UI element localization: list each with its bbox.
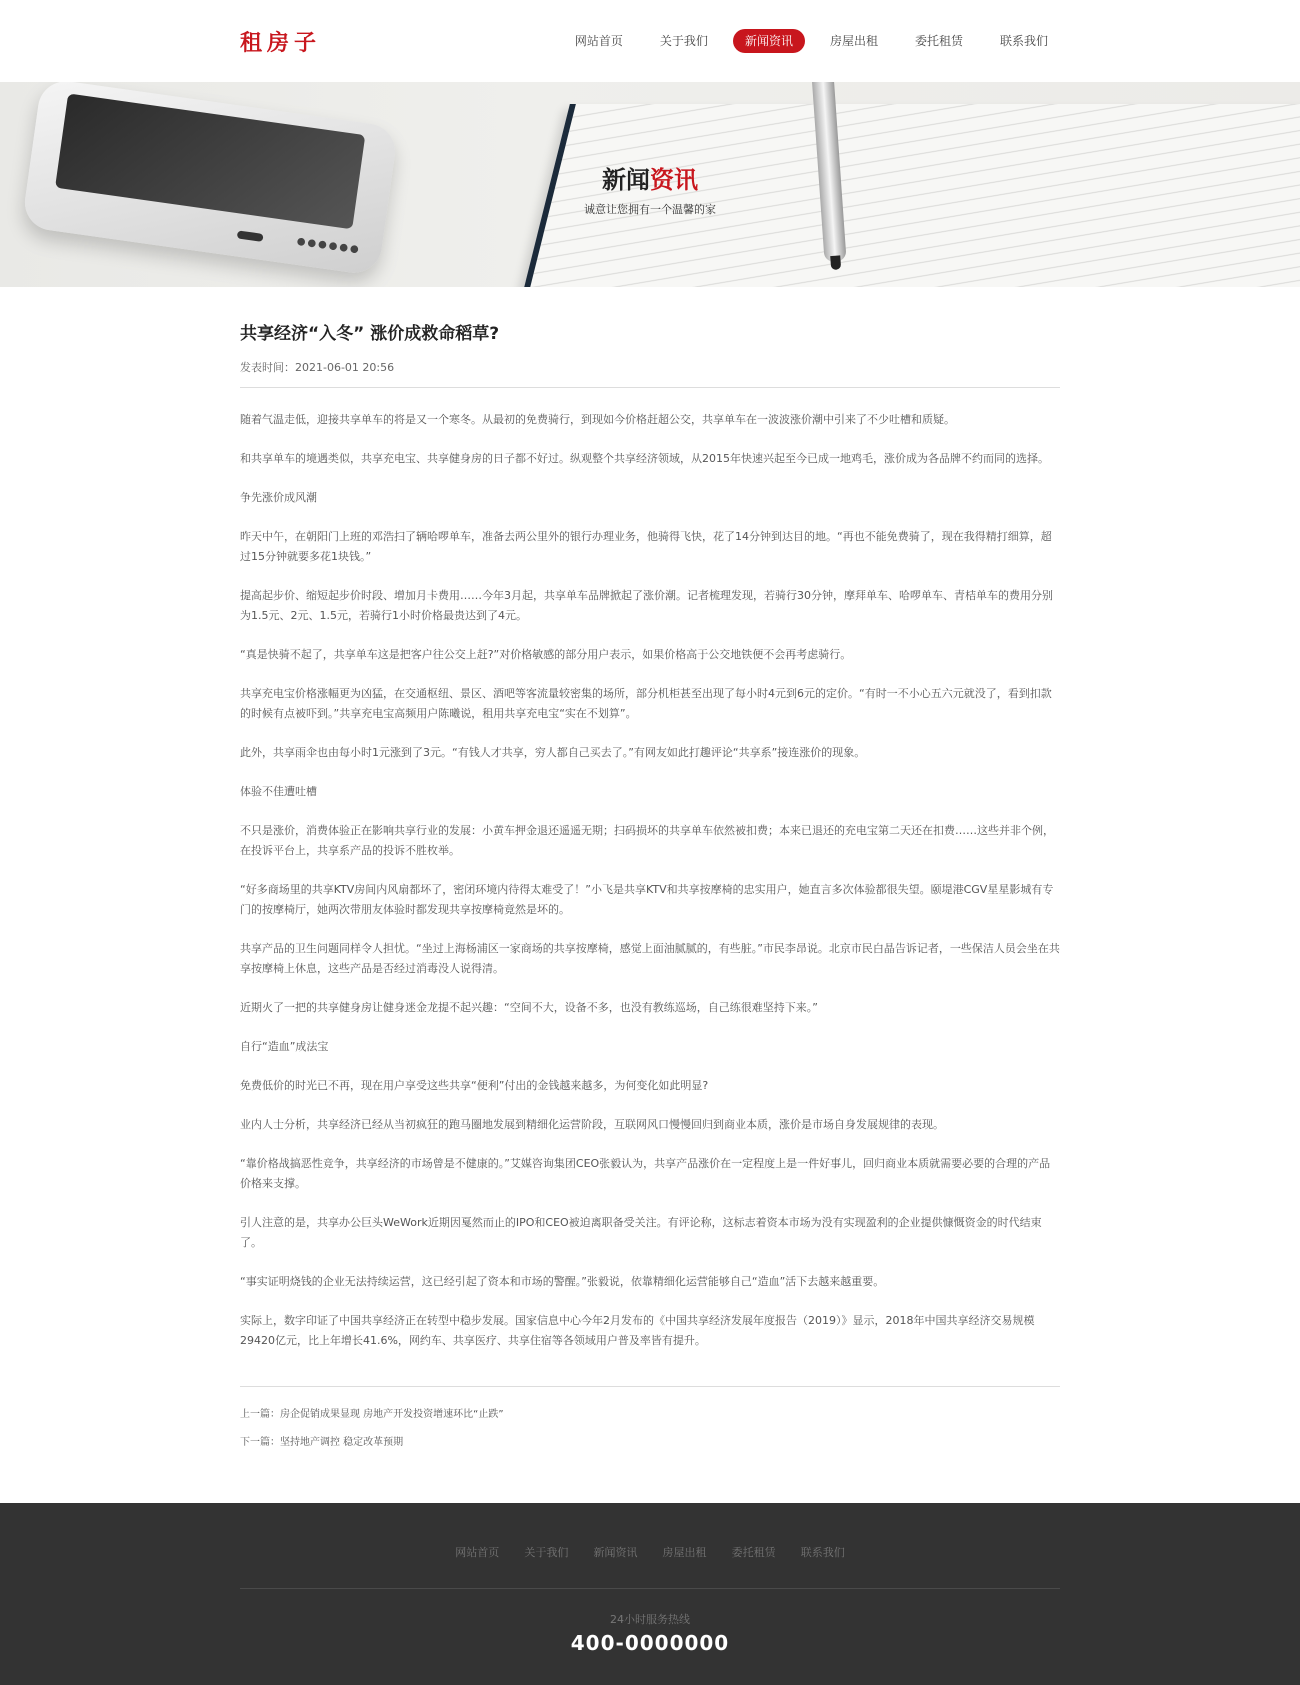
site-logo[interactable]: 租房子 — [240, 30, 322, 56]
article-subheading: 争先涨价成风潮 — [240, 491, 317, 504]
article-paragraph: 引人注意的是，共享办公巨头WeWork近期因戛然而止的IPO和CEO被迫离职备受关注。有评论称，这标志着资本市场为没有实现盈利的企业提供慷慨资金的时代结束了。 — [240, 1216, 1042, 1249]
article-subheading: 体验不佳遭吐槽 — [240, 785, 317, 798]
article-meta — [240, 359, 1060, 388]
article-content — [240, 388, 1060, 1387]
site-header — [0, 0, 1300, 82]
banner-subtitle: 诚意让您拥有一个温馨的家 — [584, 203, 716, 216]
article — [240, 287, 1060, 1503]
nav-item-entrust[interactable]: 委托租赁 — [914, 34, 963, 48]
site-footer — [0, 1503, 1300, 1685]
article-paragraph: 近期火了一把的共享健身房让健身迷金龙提不起兴趣：“空间不大，设备不多，也没有教练巡场，自己练很难坚持下来。” — [240, 1001, 818, 1014]
footer-nav — [240, 1503, 1060, 1589]
next-article-label: 下一篇： — [240, 1437, 280, 1448]
footer-nav-rental[interactable]: 房屋出租 — [662, 1546, 707, 1559]
article-paragraph: “事实证明烧钱的企业无法持续运营，这已经引起了资本和市场的警醒。”张毅说，依靠精细化运营能够自己“造血”活下去越来越重要。 — [240, 1275, 885, 1288]
next-article-link[interactable]: 坚持地产调控 稳定改革预期 — [280, 1437, 404, 1448]
footer-nav-entrust[interactable]: 委托租赁 — [731, 1546, 776, 1559]
article-paragraph: 昨天中午，在朝阳门上班的邓浩扫了辆哈啰单车，准备去两公里外的银行办理业务，他骑得飞快，花了14分钟到达目的地。“再也不能免费骑了，现在我得精打细算，超过15分钟就要多花1块钱。” — [240, 530, 1052, 563]
footer-nav-news[interactable]: 新闻资讯 — [593, 1546, 638, 1559]
article-paragraph: 共享充电宝价格涨幅更为凶猛，在交通枢纽、景区、酒吧等客流量较密集的场所，部分机柜甚至出现了每小时4元到6元的定价。“有时一不小心五六元就没了，看到扣款的时候有点被吓到。”共享充电宝高频用户陈曦说，租用共享充电宝“实在不划算”。 — [240, 687, 1052, 720]
hotline-number[interactable]: 400-0000000 — [570, 1631, 730, 1655]
article-paragraph: 提高起步价、缩短起步价时段、增加月卡费用……今年3月起，共享单车品牌掀起了涨价潮。记者梳理发现，若骑行30分钟，摩拜单车、哈啰单车、青桔单车的费用分别为1.5元、2元、1.5元，若骑行1小时价格最贵达到了4元。 — [240, 589, 1053, 622]
banner-phone-image: ●●●●●● — [21, 82, 398, 276]
nav-item-home[interactable]: 网站首页 — [574, 34, 623, 48]
banner-heading — [0, 160, 1300, 217]
article-title: 共享经济“入冬” 涨价成救命稻草? — [240, 324, 500, 344]
article-paragraph: 业内人士分析，共享经济已经从当初疯狂的跑马圈地发展到精细化运营阶段，互联网风口慢慢回归到商业本质，涨价是市场自身发展规律的表现。 — [240, 1118, 944, 1131]
banner-title-red: 资讯 — [650, 166, 698, 194]
article-paragraph: “真是快骑不起了，共享单车这是把客户往公交上赶?”对价格敏感的部分用户表示，如果价格高于公交地铁便不会再考虑骑行。 — [240, 648, 852, 661]
main-nav — [550, 29, 1060, 53]
article-pager — [240, 1387, 1060, 1457]
banner-title-black: 新闻 — [602, 166, 650, 194]
prev-article-link[interactable]: 房企促销成果显现 房地产开发投资增速环比“止跌” — [280, 1409, 504, 1420]
article-paragraph: 随着气温走低，迎接共享单车的将是又一个寒冬。从最初的免费骑行，到现如今价格赶超公交，共享单车在一波波涨价潮中引来了不少吐槽和质疑。 — [240, 413, 955, 426]
article-paragraph: 共享产品的卫生问题同样令人担忧。“坐过上海杨浦区一家商场的共享按摩椅，感觉上面油腻腻的，有些脏。”市民李昂说。北京市民白晶告诉记者，一些保洁人员会坐在共享按摩椅上休息，这些产品是否经过消毒没人说得清。 — [240, 942, 1060, 975]
article-paragraph: 和共享单车的境遇类似，共享充电宝、共享健身房的日子都不好过。纵观整个共享经济领域，从2015年快速兴起至今已成一地鸡毛，涨价成为各品牌不约而同的选择。 — [240, 452, 1049, 465]
article-paragraph: 不只是涨价，消费体验正在影响共享行业的发展：小黄车押金退还遥遥无期；扫码损坏的共享单车依然被扣费；本来已退还的充电宝第二天还在扣费……这些并非个例，在投诉平台上，共享系产品的投诉不胜枚举。 — [240, 824, 1054, 857]
article-paragraph: “好多商场里的共享KTV房间内风扇都坏了，密闭环境内待得太难受了！”小飞是共享KTV和共享按摩椅的忠实用户，她直言多次体验都很失望。颐堤港CGV星星影城有专门的按摩椅厅，她两次带朋友体验时都发现共享按摩椅竟然是坏的。 — [240, 883, 1054, 916]
article-paragraph: “靠价格战搞恶性竞争，共享经济的市场曾是不健康的。”艾媒咨询集团CEO张毅认为，共享产品涨价在一定程度上是一件好事儿，回归商业本质就需要必要的合理的产品价格来支撑。 — [240, 1157, 1051, 1190]
article-paragraph: 免费低价的时光已不再，现在用户享受这些共享“便利”付出的金钱越来越多，为何变化如此明显? — [240, 1079, 709, 1092]
article-subheading: 自行“造血”成法宝 — [240, 1040, 329, 1053]
hotline-label: 24小时服务热线 — [610, 1613, 690, 1626]
article-paragraph: 此外，共享雨伞也由每小时1元涨到了3元。“有钱人才共享，穷人都自己买去了。”有网友如此打趣评论“共享系”接连涨价的现象。 — [240, 746, 866, 759]
publish-time-label: 发表时间： — [240, 361, 295, 374]
footer-nav-about[interactable]: 关于我们 — [524, 1546, 569, 1559]
nav-item-about[interactable]: 关于我们 — [659, 34, 708, 48]
next-article — [240, 1429, 1060, 1457]
nav-item-news[interactable]: 新闻资讯 — [733, 29, 805, 53]
footer-nav-home[interactable]: 网站首页 — [455, 1546, 500, 1559]
article-paragraph: 实际上，数字印证了中国共享经济正在转型中稳步发展。国家信息中心今年2月发布的《中国共享经济发展年度报告（2019）》显示，2018年中国共享经济交易规模29420亿元，比上年增长41.6%，网约车、共享医疗、共享住宿等各领域用户普及率皆有提升。 — [240, 1314, 1035, 1347]
publish-time: 2021-06-01 20:56 — [295, 361, 395, 374]
prev-article — [240, 1401, 1060, 1429]
footer-nav-contact[interactable]: 联系我们 — [800, 1546, 845, 1559]
page-banner — [0, 82, 1300, 287]
nav-item-contact[interactable]: 联系我们 — [999, 34, 1048, 48]
nav-item-rental[interactable]: 房屋出租 — [829, 34, 878, 48]
prev-article-label: 上一篇： — [240, 1409, 280, 1420]
banner-title — [0, 160, 1300, 195]
